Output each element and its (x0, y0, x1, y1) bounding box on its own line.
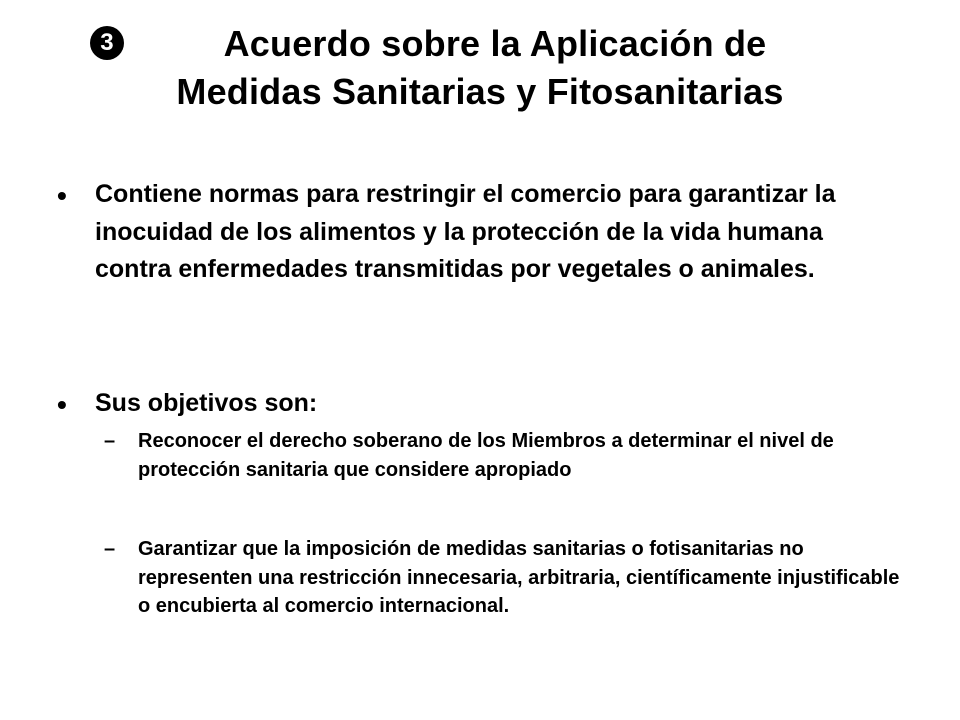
sub-bullet-marker: – (104, 538, 116, 560)
sub-bullet-text-reconocer: Reconocer el derecho soberano de los Miembros a determinar el nivel de protección sanitaria que considere apropiado (138, 430, 834, 481)
title-line-2: Medidas Sanitarias y Fitosanitarias (176, 71, 784, 112)
slide-title (0, 20, 960, 116)
bullet-marker: • (57, 180, 67, 211)
sub-bullet-marker: – (104, 430, 116, 452)
title-line-1-text: Acuerdo sobre la Aplicación de (223, 23, 767, 64)
bullet-text-objetivos: Sus objetivos son: (95, 389, 318, 417)
sub-bullet-text-garantizar: Garantizar que la imposición de medidas sanitarias o fotisanitarias no representen una restricción innecesaria, arbitraria, científicamente injustificable o encubierta al comercio internacional. (138, 538, 900, 617)
numbered-circle-icon: 3 (90, 26, 124, 60)
bullet-marker: • (57, 389, 67, 420)
title-line-1 (0, 20, 960, 68)
bullet-text-normas: Contiene normas para restringir el comercio para garantizar la inocuidad de los alimentos y la protección de la vida humana contra enfermedades transmitidas por vegetales o animales. (95, 180, 836, 283)
